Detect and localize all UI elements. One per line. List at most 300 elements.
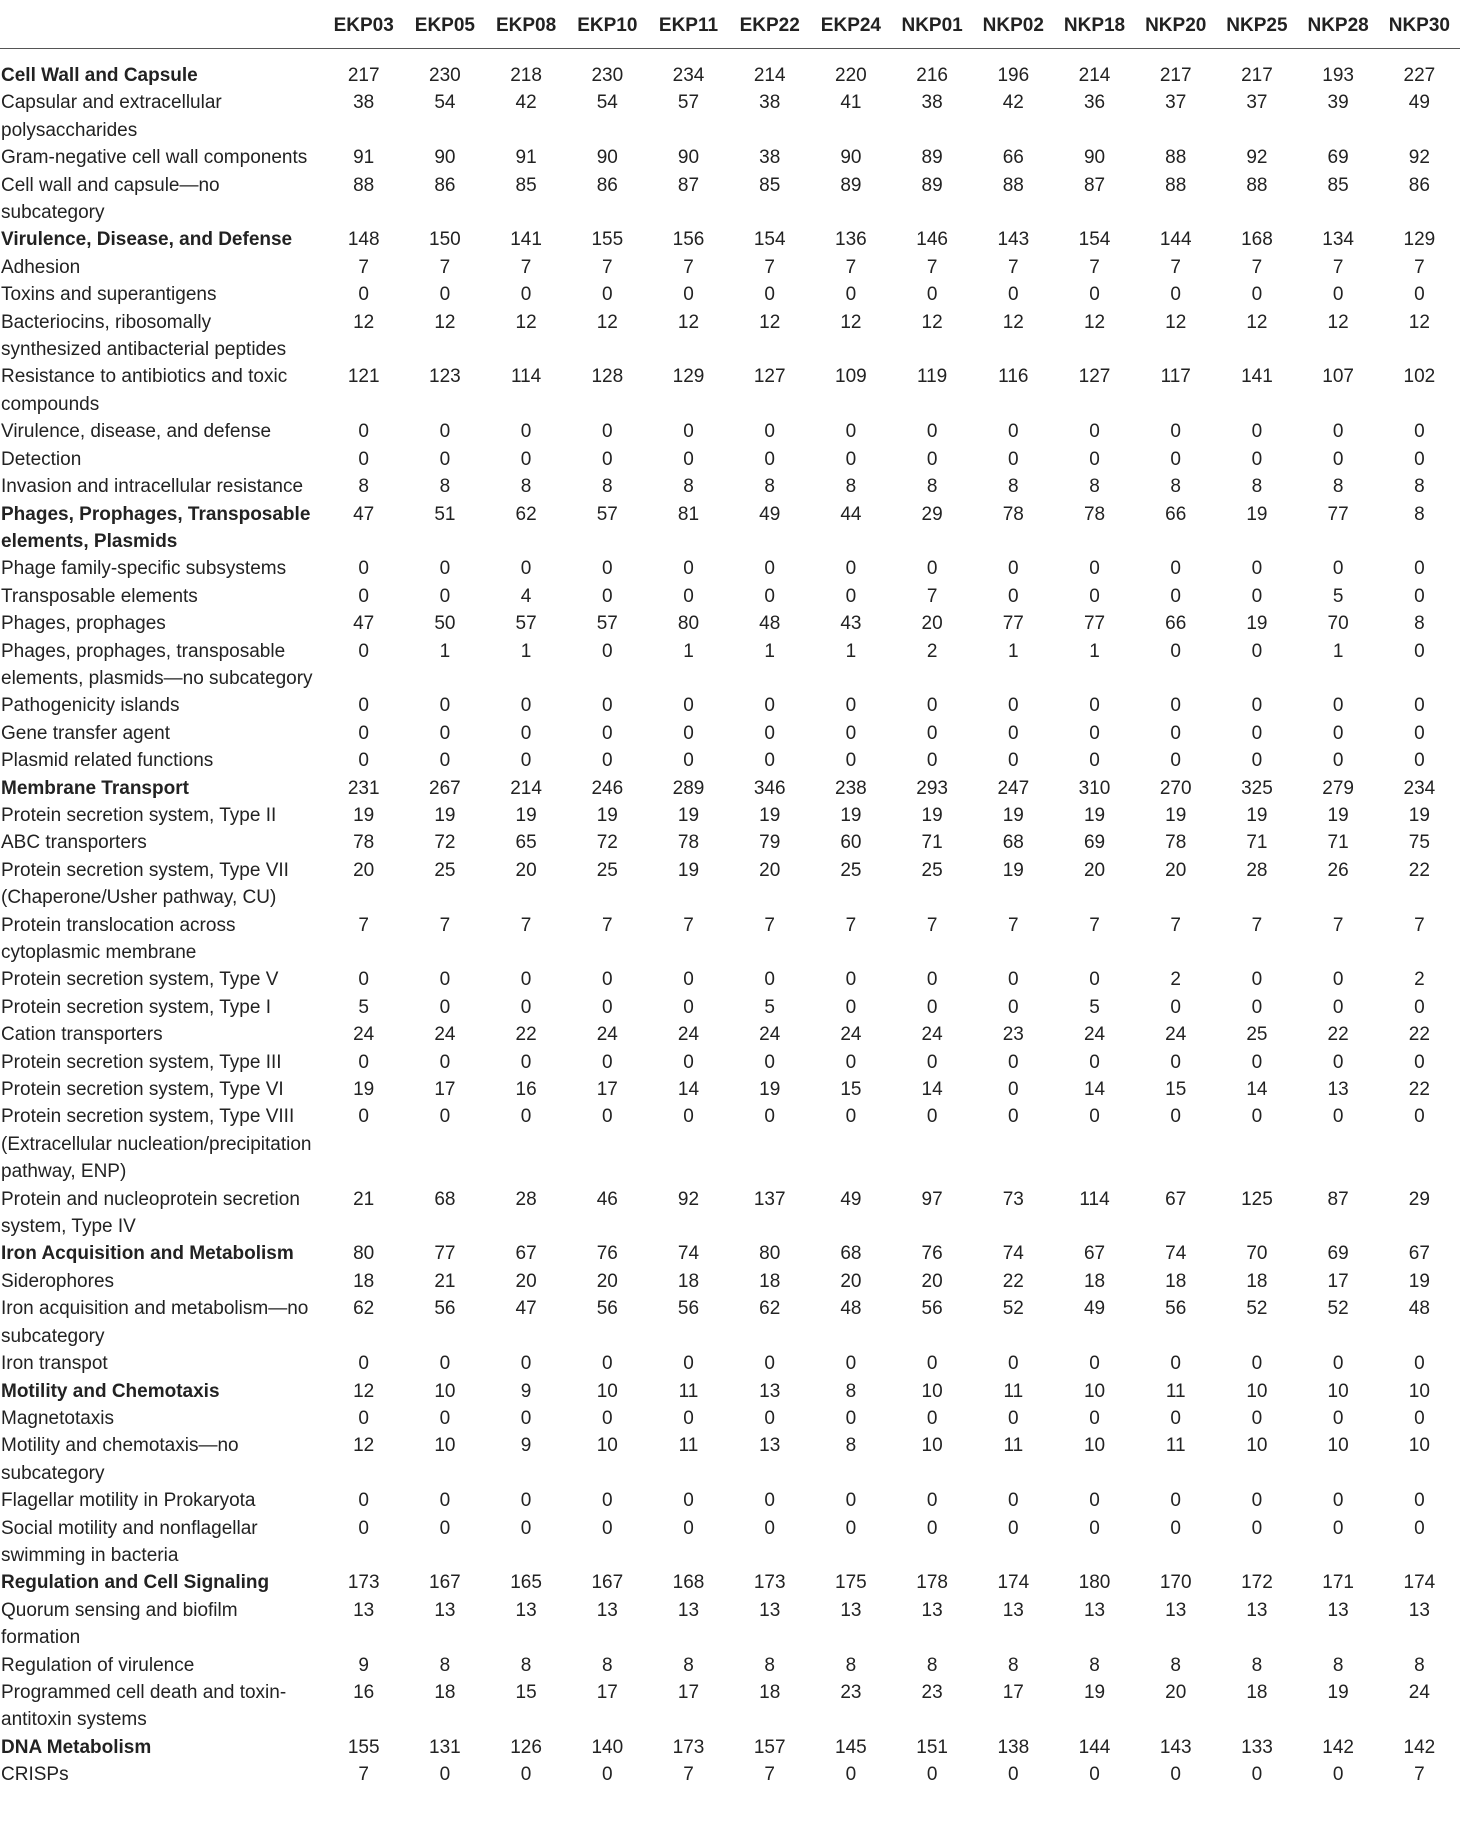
- count-cell: 148: [347, 229, 380, 251]
- column-header: NKP20: [1135, 4, 1216, 49]
- count-cell: 119: [916, 366, 948, 388]
- count-cell: 7: [1170, 914, 1181, 936]
- count-cell: 0: [1008, 750, 1019, 772]
- count-cell: 0: [1251, 996, 1263, 1018]
- column-header: EKP08: [485, 4, 566, 49]
- count-cell: 48: [1408, 1298, 1430, 1320]
- count-cell: 8: [926, 1654, 938, 1676]
- count-cell: 19: [1246, 804, 1268, 826]
- count-cell: 7: [1008, 256, 1019, 278]
- count-cell: 19: [677, 804, 700, 826]
- count-cell: 90: [596, 147, 618, 169]
- count-cell: 54: [434, 92, 456, 114]
- subcategory-label: Siderophores: [1, 1270, 115, 1292]
- count-cell: 57: [515, 613, 537, 635]
- count-cell: 7: [602, 256, 613, 278]
- subcategory-row: [0, 1295, 1460, 1350]
- count-cell: 0: [602, 1051, 613, 1073]
- count-cell: 129: [1403, 229, 1436, 251]
- category-row: [0, 1378, 1460, 1405]
- count-cell: 142: [1403, 1736, 1436, 1758]
- count-cell: 0: [1414, 448, 1425, 470]
- count-cell: 0: [1332, 969, 1344, 991]
- count-cell: 0: [1170, 421, 1181, 443]
- count-cell: 52: [1002, 1298, 1024, 1320]
- count-cell: 0: [439, 1407, 451, 1429]
- count-cell: 77: [1002, 613, 1024, 635]
- count-cell: 0: [1170, 722, 1181, 744]
- count-cell: 0: [683, 996, 694, 1018]
- count-cell: 18: [1083, 1270, 1106, 1292]
- count-cell: 8: [764, 476, 775, 498]
- subcategory-row: [0, 692, 1460, 719]
- count-cell: 0: [764, 1051, 775, 1073]
- column-header: EKP03: [323, 4, 404, 49]
- count-cell: 15: [515, 1681, 537, 1703]
- count-cell: 7: [520, 914, 532, 936]
- count-cell: 0: [1089, 421, 1100, 443]
- count-cell: 0: [683, 448, 694, 470]
- count-cell: 0: [764, 1106, 775, 1128]
- count-cell: 0: [1332, 1490, 1344, 1512]
- column-header: EKP11: [648, 4, 729, 49]
- count-cell: 0: [1414, 996, 1425, 1018]
- count-cell: 7: [520, 256, 532, 278]
- count-cell: 0: [520, 1106, 532, 1128]
- count-cell: 51: [434, 503, 456, 525]
- count-cell: 0: [1089, 585, 1100, 607]
- count-cell: 0: [926, 1764, 938, 1786]
- count-cell: 19: [921, 804, 943, 826]
- count-cell: 0: [926, 1353, 938, 1375]
- count-cell: 13: [759, 1435, 781, 1457]
- count-cell: 0: [1170, 585, 1181, 607]
- count-cell: 20: [353, 859, 375, 881]
- count-cell: 57: [596, 613, 618, 635]
- count-cell: 114: [510, 366, 542, 388]
- count-cell: 11: [678, 1380, 699, 1402]
- count-cell: 0: [1332, 284, 1344, 306]
- count-cell: 7: [1332, 256, 1344, 278]
- count-cell: 86: [596, 174, 618, 196]
- count-cell: 0: [683, 750, 694, 772]
- count-cell: 0: [764, 1490, 775, 1512]
- count-cell: 69: [1327, 147, 1349, 169]
- count-cell: 37: [1246, 92, 1268, 114]
- count-cell: 217: [1159, 65, 1192, 86]
- category-row: [0, 1240, 1460, 1267]
- count-cell: 7: [764, 256, 775, 278]
- count-cell: 0: [1170, 1517, 1181, 1539]
- count-cell: 0: [358, 722, 369, 744]
- column-header: NKP28: [1298, 4, 1379, 49]
- count-cell: 56: [677, 1298, 700, 1320]
- subcategory-label: Bacteriocins, ribosomally synthesized antibacterial peptides: [1, 311, 287, 361]
- count-cell: 62: [759, 1298, 781, 1320]
- count-cell: 89: [921, 147, 943, 169]
- count-cell: 49: [759, 503, 781, 525]
- count-cell: 24: [1083, 1024, 1106, 1046]
- count-cell: 0: [1008, 448, 1019, 470]
- count-cell: 12: [759, 311, 781, 333]
- count-cell: 0: [1414, 1490, 1425, 1512]
- count-cell: 78: [1165, 832, 1187, 854]
- count-cell: 125: [1241, 1188, 1273, 1210]
- count-cell: 0: [845, 1353, 857, 1375]
- count-cell: 0: [926, 695, 938, 717]
- count-cell: 129: [672, 366, 705, 388]
- count-cell: 72: [596, 832, 618, 854]
- count-cell: 0: [683, 1353, 694, 1375]
- count-cell: 0: [1251, 421, 1263, 443]
- count-cell: 230: [429, 65, 461, 86]
- subcategory-label: Phages, prophages, transposable elements, plasmids—no subcategory: [1, 640, 313, 689]
- count-cell: 19: [353, 804, 375, 826]
- subcategory-label: Protein secretion system, Type V: [1, 969, 279, 991]
- count-cell: 47: [353, 613, 375, 635]
- subcategory-label: Protein secretion system, Type III: [1, 1051, 282, 1073]
- count-cell: 0: [683, 585, 694, 607]
- count-cell: 0: [1251, 969, 1263, 991]
- count-cell: 0: [358, 1517, 369, 1539]
- count-cell: 8: [1008, 476, 1019, 498]
- count-cell: 19: [1083, 1681, 1106, 1703]
- count-cell: 0: [683, 1106, 694, 1128]
- count-cell: 2: [1170, 969, 1181, 991]
- count-cell: 10: [1408, 1380, 1430, 1402]
- count-cell: 12: [434, 311, 456, 333]
- count-cell: 8: [764, 1654, 775, 1676]
- count-cell: 7: [926, 914, 938, 936]
- count-cell: 0: [926, 1517, 938, 1539]
- count-cell: 2: [926, 640, 938, 662]
- count-cell: 8: [1170, 1654, 1181, 1676]
- count-cell: 13: [1165, 1599, 1187, 1621]
- subcategory-label: Programmed cell death and toxin-antitoxin systems: [1, 1681, 287, 1731]
- count-cell: 170: [1159, 1572, 1192, 1594]
- count-cell: 0: [1089, 750, 1100, 772]
- count-cell: 13: [1408, 1599, 1430, 1621]
- count-cell: 0: [1251, 1490, 1263, 1512]
- count-cell: 0: [1332, 1051, 1344, 1073]
- count-cell: 0: [520, 448, 532, 470]
- category-row: [0, 1569, 1460, 1596]
- count-cell: 247: [997, 777, 1030, 799]
- count-cell: 8: [1414, 1654, 1425, 1676]
- subcategory-label: Cation transporters: [1, 1024, 163, 1046]
- count-cell: 0: [845, 448, 857, 470]
- count-cell: 157: [753, 1736, 786, 1758]
- count-cell: 0: [1170, 1407, 1181, 1429]
- subcategory-row: [0, 418, 1460, 445]
- count-cell: 8: [439, 1654, 451, 1676]
- count-cell: 19: [759, 1079, 781, 1101]
- count-cell: 4: [520, 585, 532, 607]
- count-cell: 0: [1251, 558, 1263, 580]
- count-cell: 0: [1332, 1407, 1344, 1429]
- count-cell: 18: [1246, 1681, 1268, 1703]
- count-cell: 25: [840, 859, 862, 881]
- count-cell: 175: [835, 1572, 867, 1594]
- count-cell: 86: [1408, 174, 1430, 196]
- count-cell: 17: [1002, 1681, 1024, 1703]
- subcategory-label: Resistance to antibiotics and toxic compounds: [1, 366, 288, 415]
- count-cell: 13: [353, 1599, 375, 1621]
- count-cell: 0: [764, 585, 775, 607]
- count-cell: 10: [596, 1380, 618, 1402]
- count-cell: 7: [439, 914, 451, 936]
- count-cell: 13: [596, 1599, 618, 1621]
- count-cell: 13: [1083, 1599, 1106, 1621]
- count-cell: 231: [347, 777, 380, 799]
- count-cell: 22: [1408, 859, 1430, 881]
- count-cell: 0: [602, 1490, 613, 1512]
- subcategory-row: [0, 994, 1460, 1021]
- count-cell: 238: [835, 777, 867, 799]
- subcategory-row: [0, 1186, 1460, 1241]
- count-cell: 78: [677, 832, 700, 854]
- count-cell: 0: [845, 695, 857, 717]
- count-cell: 44: [840, 503, 862, 525]
- count-cell: 17: [1327, 1270, 1349, 1292]
- count-cell: 0: [1170, 695, 1181, 717]
- count-cell: 0: [1170, 1490, 1181, 1512]
- count-cell: 20: [515, 1270, 537, 1292]
- count-cell: 0: [1251, 1407, 1263, 1429]
- count-cell: 13: [1002, 1599, 1024, 1621]
- count-cell: 7: [683, 1764, 694, 1786]
- subcategory-row: [0, 89, 1460, 144]
- count-cell: 23: [921, 1681, 943, 1703]
- count-cell: 47: [515, 1298, 537, 1320]
- count-cell: 8: [520, 1654, 532, 1676]
- count-cell: 14: [1246, 1079, 1268, 1101]
- count-cell: 25: [434, 859, 456, 881]
- subsystem-count-table: [0, 4, 1460, 1789]
- count-cell: 52: [1246, 1298, 1268, 1320]
- count-cell: 0: [926, 558, 938, 580]
- subcategory-row: [0, 1679, 1460, 1734]
- count-cell: 0: [1332, 750, 1344, 772]
- count-cell: 128: [591, 366, 624, 388]
- count-cell: 68: [1002, 832, 1024, 854]
- count-cell: 73: [1002, 1188, 1024, 1210]
- count-cell: 218: [510, 65, 542, 86]
- count-cell: 29: [921, 503, 943, 525]
- count-cell: 0: [845, 996, 857, 1018]
- count-cell: 78: [1002, 503, 1024, 525]
- count-cell: 13: [515, 1599, 537, 1621]
- count-cell: 38: [759, 147, 781, 169]
- count-cell: 0: [1089, 1490, 1100, 1512]
- count-cell: 270: [1159, 777, 1192, 799]
- count-cell: 54: [596, 92, 618, 114]
- count-cell: 8: [520, 476, 532, 498]
- subcategory-row: [0, 802, 1460, 829]
- count-cell: 9: [520, 1380, 532, 1402]
- count-cell: 23: [840, 1681, 862, 1703]
- count-cell: 0: [1332, 722, 1344, 744]
- count-cell: 172: [1241, 1572, 1273, 1594]
- count-cell: 19: [434, 804, 456, 826]
- count-cell: 13: [840, 1599, 862, 1621]
- count-cell: 0: [845, 1407, 857, 1429]
- count-cell: 1: [845, 640, 857, 662]
- count-cell: 22: [1002, 1270, 1024, 1292]
- count-cell: 38: [759, 92, 781, 114]
- count-cell: 214: [753, 65, 786, 86]
- count-cell: 126: [510, 1736, 542, 1758]
- count-cell: 15: [840, 1079, 862, 1101]
- subcategory-label: Protein translocation across cytoplasmic membrane: [1, 914, 236, 963]
- count-cell: 7: [926, 585, 938, 607]
- subcategory-label: Quorum sensing and biofilm formation: [1, 1599, 238, 1649]
- count-cell: 325: [1241, 777, 1273, 799]
- count-cell: 90: [434, 147, 456, 169]
- count-cell: 0: [845, 585, 857, 607]
- column-header: EKP05: [404, 4, 485, 49]
- category-label: Phages, Prophages, Transposable elements, Plasmids: [1, 503, 311, 552]
- count-cell: 0: [1414, 640, 1425, 662]
- count-cell: 17: [434, 1079, 456, 1101]
- count-cell: 88: [353, 174, 375, 196]
- count-cell: 90: [677, 147, 700, 169]
- subcategory-label: Gram-negative cell wall components: [1, 147, 308, 169]
- count-cell: 107: [1322, 366, 1354, 388]
- count-cell: 11: [1003, 1435, 1024, 1457]
- count-cell: 0: [602, 1764, 613, 1786]
- count-cell: 13: [1246, 1599, 1268, 1621]
- count-cell: 62: [353, 1298, 375, 1320]
- count-cell: 234: [1403, 777, 1436, 799]
- count-cell: 114: [1079, 1188, 1110, 1210]
- count-cell: 17: [596, 1079, 618, 1101]
- count-cell: 78: [353, 832, 375, 854]
- count-cell: 89: [840, 174, 862, 196]
- count-cell: 0: [520, 558, 532, 580]
- count-cell: 310: [1078, 777, 1111, 799]
- count-cell: 0: [439, 1517, 451, 1539]
- category-label: Membrane Transport: [1, 777, 189, 799]
- count-cell: 246: [591, 777, 624, 799]
- count-cell: 20: [515, 859, 537, 881]
- count-cell: 10: [1246, 1435, 1268, 1457]
- count-cell: 0: [683, 1517, 694, 1539]
- subcategory-row: [0, 747, 1460, 774]
- count-cell: 141: [1241, 366, 1273, 388]
- count-cell: 0: [1008, 1051, 1019, 1073]
- count-cell: 77: [1083, 613, 1106, 635]
- subcategory-label: Gene transfer agent: [1, 722, 170, 744]
- count-cell: 69: [1327, 1243, 1349, 1265]
- category-row: [0, 1734, 1460, 1761]
- count-cell: 136: [835, 229, 867, 251]
- count-cell: 70: [1327, 613, 1349, 635]
- count-cell: 68: [840, 1243, 862, 1265]
- count-cell: 165: [510, 1572, 542, 1594]
- count-cell: 79: [759, 832, 781, 854]
- count-cell: 8: [1414, 503, 1425, 525]
- count-cell: 0: [602, 969, 613, 991]
- subcategory-label: Flagellar motility in Prokaryota: [1, 1490, 256, 1512]
- count-cell: 0: [1414, 1051, 1425, 1073]
- count-cell: 0: [439, 284, 451, 306]
- count-cell: 173: [753, 1572, 786, 1594]
- count-cell: 0: [602, 695, 613, 717]
- count-cell: 13: [1327, 1079, 1349, 1101]
- count-cell: 8: [845, 1435, 857, 1457]
- count-cell: 0: [1251, 448, 1263, 470]
- header-row: [0, 4, 1460, 49]
- category-row: [0, 775, 1460, 802]
- count-cell: 0: [439, 585, 451, 607]
- count-cell: 0: [926, 448, 938, 470]
- count-cell: 0: [683, 1407, 694, 1429]
- count-cell: 0: [520, 1517, 532, 1539]
- count-cell: 0: [520, 695, 532, 717]
- count-cell: 76: [596, 1243, 618, 1265]
- count-cell: 0: [1008, 695, 1019, 717]
- subcategory-row: [0, 912, 1460, 967]
- count-cell: 0: [1008, 421, 1019, 443]
- count-cell: 0: [439, 750, 451, 772]
- count-cell: 0: [926, 996, 938, 1018]
- count-cell: 171: [1322, 1572, 1354, 1594]
- count-cell: 10: [1408, 1435, 1430, 1457]
- count-cell: 7: [1089, 914, 1100, 936]
- count-cell: 0: [683, 284, 694, 306]
- count-cell: 8: [1414, 476, 1425, 498]
- count-cell: 0: [358, 1106, 369, 1128]
- count-cell: 57: [596, 503, 618, 525]
- count-cell: 12: [353, 1380, 375, 1402]
- count-cell: 8: [1251, 476, 1263, 498]
- count-cell: 0: [602, 1407, 613, 1429]
- count-cell: 12: [515, 311, 537, 333]
- subcategory-row: [0, 583, 1460, 610]
- count-cell: 0: [358, 1407, 369, 1429]
- count-cell: 214: [510, 777, 542, 799]
- count-cell: 0: [1008, 1079, 1019, 1101]
- count-cell: 12: [1246, 311, 1268, 333]
- count-cell: 88: [1246, 174, 1268, 196]
- count-cell: 0: [683, 722, 694, 744]
- count-cell: 75: [1408, 832, 1430, 854]
- count-cell: 0: [1008, 1764, 1019, 1786]
- subcategory-label: Adhesion: [1, 256, 81, 278]
- count-cell: 0: [1089, 1106, 1100, 1128]
- count-cell: 116: [998, 366, 1029, 388]
- count-cell: 0: [1008, 1490, 1019, 1512]
- count-cell: 14: [677, 1079, 700, 1101]
- count-cell: 18: [353, 1270, 375, 1292]
- count-cell: 52: [1327, 1298, 1349, 1320]
- count-cell: 7: [602, 914, 613, 936]
- count-cell: 154: [1078, 229, 1111, 251]
- count-cell: 11: [1165, 1435, 1186, 1457]
- count-cell: 0: [764, 1517, 775, 1539]
- count-cell: 20: [1165, 1681, 1187, 1703]
- count-cell: 0: [845, 558, 857, 580]
- count-cell: 21: [434, 1270, 456, 1292]
- count-cell: 0: [602, 1106, 613, 1128]
- count-cell: 0: [926, 421, 938, 443]
- count-cell: 24: [1165, 1024, 1187, 1046]
- count-cell: 20: [840, 1270, 862, 1292]
- count-cell: 24: [759, 1024, 781, 1046]
- count-cell: 0: [520, 1353, 532, 1375]
- count-cell: 0: [1332, 996, 1344, 1018]
